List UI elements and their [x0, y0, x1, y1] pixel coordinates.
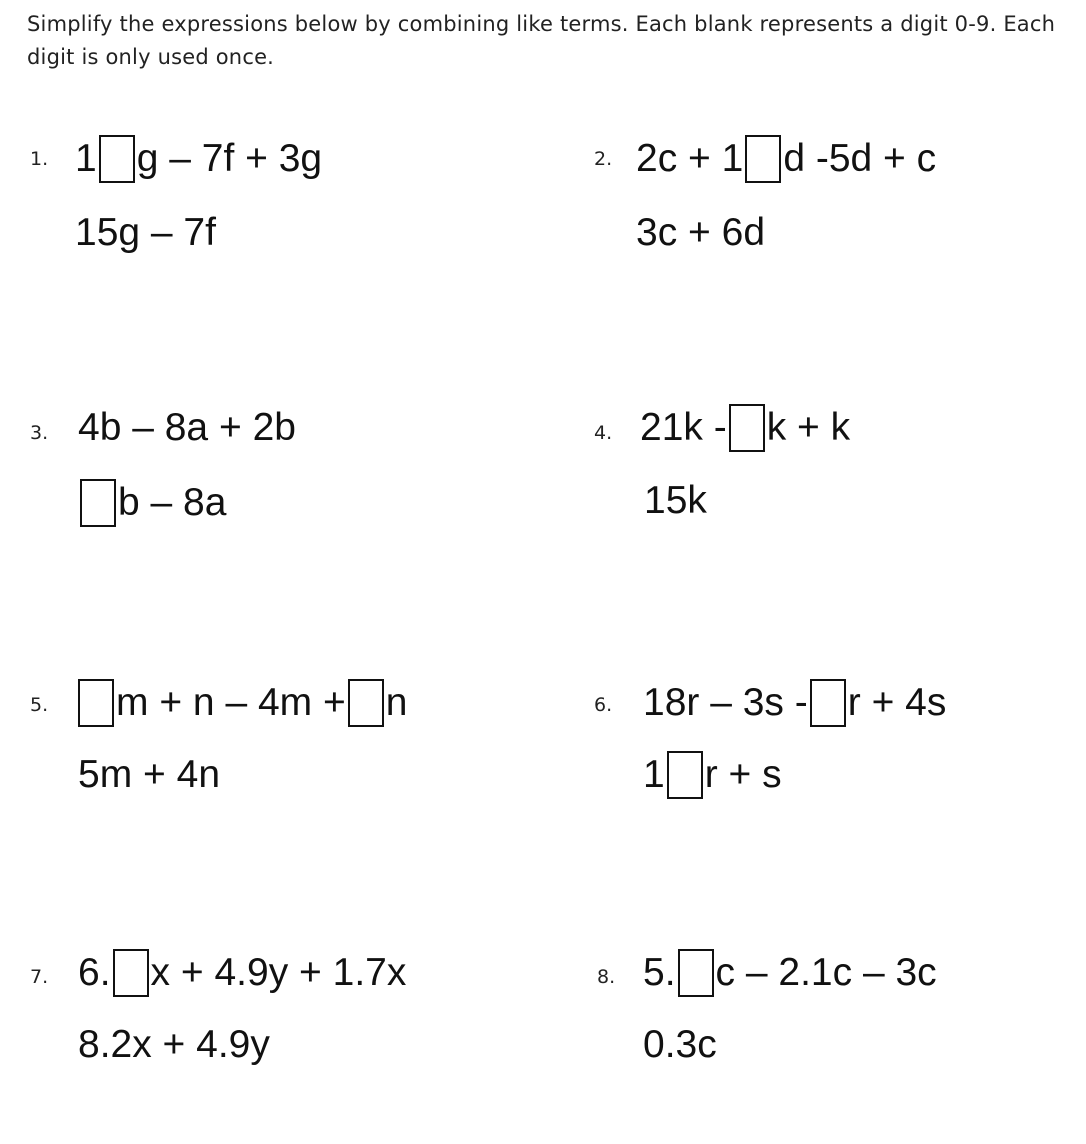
expression-text: 1: [75, 136, 97, 180]
problem-8-number: 8.: [597, 966, 616, 988]
problem-4-number: 4.: [594, 422, 613, 444]
problem-3-number: 3.: [30, 422, 49, 444]
instructions: Simplify the expressions below by combining like terms. Each blank represents a digit 0-9. Each digit is only used once.: [27, 12, 1056, 69]
expression-text: 21k -: [640, 405, 727, 449]
problem-7-expression: [78, 948, 406, 997]
problem-1-expression: [75, 134, 322, 183]
problem-2-number: 2.: [594, 148, 613, 170]
problem-6-answer: [643, 750, 782, 799]
problem-1-answer: [75, 208, 216, 256]
problem-5-number: 5.: [30, 694, 49, 716]
problem-3-expression: [78, 403, 296, 451]
answer-text: 5m + 4n: [78, 752, 221, 796]
expression-text: 5.: [643, 950, 676, 994]
digit-blank[interactable]: [99, 135, 135, 183]
problem-6-expression: [643, 678, 946, 727]
digit-blank[interactable]: [678, 949, 714, 997]
problem-8-expression: [643, 948, 937, 997]
problem-5-answer: [78, 750, 220, 798]
expression-text: n: [385, 680, 408, 724]
digit-blank[interactable]: [348, 679, 384, 727]
answer-text: r + s: [704, 752, 782, 796]
answer-text: 3c + 6d: [636, 210, 766, 254]
problem-7-answer: [78, 1020, 270, 1068]
digit-blank[interactable]: [80, 479, 116, 527]
problem-3-answer: [78, 478, 226, 527]
expression-text: 2c + 1: [636, 136, 744, 180]
problem-4-expression: [640, 403, 850, 452]
expression-text: x + 4.9y + 1.7x: [150, 950, 407, 994]
expression-text: r + 4s: [847, 680, 947, 724]
expression-text: g – 7f + 3g: [136, 136, 323, 180]
digit-blank[interactable]: [745, 135, 781, 183]
expression-text: 6.: [78, 950, 111, 994]
expression-text: 4b – 8a + 2b: [78, 405, 296, 449]
expression-text: k + k: [766, 405, 851, 449]
expression-text: d -5d + c: [783, 136, 937, 180]
problem-2-answer: [636, 208, 765, 256]
problem-4-answer: [644, 476, 707, 524]
answer-text: 0.3c: [643, 1022, 717, 1066]
digit-blank[interactable]: [667, 751, 703, 799]
answer-text: 15k: [644, 478, 707, 522]
problem-5-expression: [76, 678, 407, 727]
answer-text: 15g – 7f: [75, 210, 216, 254]
expression-text: m + n – 4m +: [116, 680, 346, 724]
digit-blank[interactable]: [810, 679, 846, 727]
problem-6-number: 6.: [594, 694, 613, 716]
expression-text: c – 2.1c – 3c: [715, 950, 937, 994]
digit-blank[interactable]: [729, 404, 765, 452]
problem-2-expression: [636, 134, 936, 183]
digit-blank[interactable]: [78, 679, 114, 727]
problem-1-number: 1.: [30, 148, 49, 170]
answer-text: b – 8a: [118, 480, 227, 524]
problem-7-number: 7.: [30, 966, 49, 988]
expression-text: 18r – 3s -: [643, 680, 808, 724]
digit-blank[interactable]: [113, 949, 149, 997]
answer-text: 8.2x + 4.9y: [78, 1022, 270, 1066]
answer-text: 1: [643, 752, 665, 796]
problem-8-answer: [643, 1020, 717, 1068]
